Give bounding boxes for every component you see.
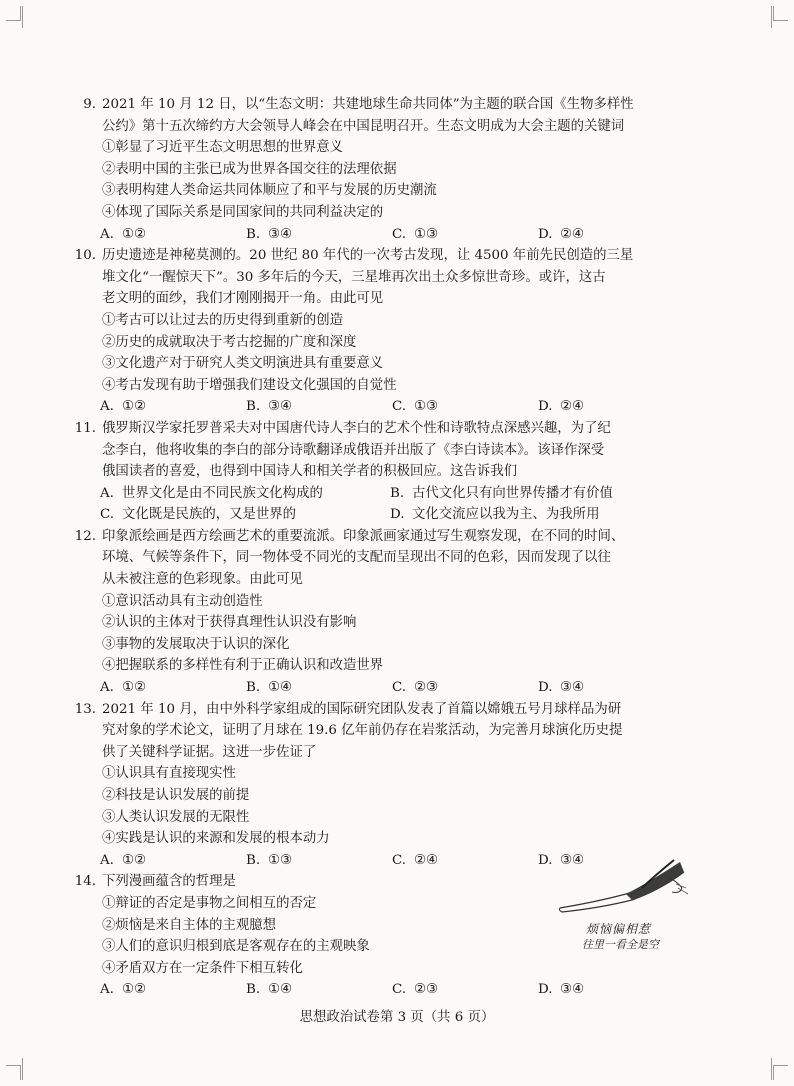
statement-item: ①考古可以让过去的历史得到重新的创造	[102, 312, 344, 328]
question-number: 11.	[74, 420, 96, 436]
option-text: ③④	[560, 680, 585, 696]
option-choice[interactable]	[390, 483, 680, 505]
question-text-line	[100, 288, 700, 310]
question-text-line	[83, 94, 700, 116]
option-choice[interactable]	[246, 677, 392, 699]
option-letter: D.	[390, 507, 405, 523]
question-number: 12.	[74, 528, 96, 544]
question-text-line	[74, 418, 700, 440]
question-text-line	[100, 116, 700, 138]
option-choice[interactable]	[538, 677, 684, 699]
option-text: ①②	[122, 226, 147, 242]
option-letter: A.	[100, 485, 114, 501]
option-letter: B.	[246, 680, 261, 696]
option-choice[interactable]	[538, 396, 684, 418]
option-choice[interactable]	[538, 979, 684, 1001]
statement-item: ②表明中国的主张已成为世界各国交往的法理依据	[102, 161, 397, 177]
crop-mark-top-left	[6, 6, 21, 21]
cartoon-illustration	[556, 858, 696, 954]
option-text: ③④	[268, 399, 293, 415]
statement-item: ③人类认识发展的无限性	[102, 809, 250, 825]
option-text: 文化既是民族的，又是世界的	[122, 507, 297, 523]
question-text: 环境、气候等条件下，同一物体受不同光的支配而呈现出不同的色彩，因而发现了以往	[102, 550, 611, 566]
option-text: ①③	[414, 226, 439, 242]
question-number: 10.	[74, 248, 96, 264]
option-text: ①④	[268, 982, 293, 998]
question-text-line	[100, 720, 700, 742]
statement-item: ②科技是认识发展的前提	[102, 788, 250, 803]
option-choice[interactable]	[392, 979, 538, 1001]
cartoon-caption-line-2: 往里一看全是空	[582, 938, 659, 951]
option-row	[100, 979, 700, 1001]
question-text: 2021 年 10 月，由中外科学家组成的国际研究团队发表了首篇以嫦娥五号月球样品为研	[102, 701, 622, 717]
question-4	[74, 699, 700, 872]
option-letter: C.	[392, 226, 407, 242]
question-text: 念李白，他将收集的李白的部分诗歌翻译成俄语并出版了《李白诗读本》。该译作深受	[102, 442, 605, 458]
crop-mark-bottom-right	[773, 1065, 788, 1080]
option-letter: D.	[538, 680, 553, 696]
option-letter: C.	[100, 507, 115, 523]
crop-mark-top-right	[773, 6, 788, 21]
option-letter: A.	[100, 680, 114, 696]
option-letter: C.	[392, 982, 407, 998]
option-text: ①③	[268, 852, 293, 868]
question-text: 从未被注意的色彩现象。由此可见	[102, 572, 303, 588]
question-text: 供了关键科学证据。这进一步佐证了	[102, 744, 317, 760]
option-text: ②③	[414, 680, 439, 696]
option-letter: C.	[392, 399, 407, 415]
crop-mark-bottom-right-line	[771, 1058, 772, 1080]
statement-item: ①认识具有直接现实性	[102, 766, 236, 782]
option-text: ①②	[122, 852, 147, 868]
question-text-line	[100, 267, 700, 289]
question-text-line	[100, 461, 700, 483]
question-text: 究对象的学术论文，证明了月球在 19.6 亿年前仍存在岩浆活动，为完善月球演化历史提	[102, 723, 623, 739]
option-text: 世界文化是由不同民族文化构成的	[122, 485, 323, 501]
option-text: ①②	[122, 399, 147, 415]
question-3	[74, 526, 700, 699]
question-number: 14.	[74, 874, 96, 890]
option-letter: B.	[246, 226, 261, 242]
statement-item: ④矛盾双方在一定条件下相互转化	[102, 960, 303, 976]
scallion-cartoon-icon	[556, 858, 696, 918]
option-choice[interactable]	[390, 504, 680, 526]
statement-item: ④把握联系的多样性有利于正确认识和改造世界	[102, 658, 384, 674]
option-choice[interactable]	[392, 224, 538, 246]
option-text: ③④	[560, 852, 585, 868]
option-choice[interactable]	[392, 396, 538, 418]
statement-item: ③事物的发展取决于认识的深化	[102, 636, 290, 652]
option-text: 古代文化只有向世界传播才有价值	[412, 485, 613, 501]
option-choice[interactable]	[246, 850, 392, 872]
statement-item: ①意识活动具有主动创造性	[102, 593, 263, 609]
option-choice[interactable]	[538, 224, 684, 246]
question-1	[74, 245, 700, 418]
option-choice[interactable]	[100, 850, 246, 872]
question-text-line	[100, 547, 700, 569]
question-text: 公约》第十五次缔约方大会领导人峰会在中国昆明召开。生态文明成为大会主题的关键词	[102, 118, 625, 134]
question-text-line	[100, 440, 700, 462]
option-letter: B.	[390, 485, 405, 501]
option-text: ①②	[122, 982, 147, 998]
statement-item: ①辩证的否定是事物之间相互的否定	[102, 895, 317, 911]
statement-item: ②烦恼是来自主体的主观臆想	[102, 917, 277, 933]
question-text: 俄罗斯汉学家托罗普采夫对中国唐代诗人李白的艺术个性和诗歌特点深感兴趣，为了纪	[102, 420, 611, 436]
question-number: 13.	[74, 701, 96, 717]
page-footer: 思想政治试卷第 3 页（共 6 页）	[299, 1010, 495, 1025]
option-letter: D.	[538, 982, 553, 998]
option-choice[interactable]	[246, 224, 392, 246]
option-letter: D.	[538, 226, 553, 242]
option-row	[100, 396, 700, 418]
option-letter: A.	[100, 852, 114, 868]
statement-item: ④实践是认识的来源和发展的根本动力	[102, 831, 330, 847]
option-letter: C.	[392, 852, 407, 868]
option-letter: D.	[538, 399, 553, 415]
question-text: 历史遗迹是神秘莫测的。20 世纪 80 年代的一次考古发现，让 4500 年前先民创造的三星	[102, 248, 634, 264]
option-choice[interactable]	[392, 850, 538, 872]
option-letter: B.	[246, 982, 261, 998]
option-text: ②④	[414, 852, 439, 868]
question-text-line	[100, 569, 700, 591]
option-choice[interactable]	[392, 677, 538, 699]
question-text: 2021 年 10 月 12 日，以“生态文明：共建地球生命共同体”为主题的联合国《生物多样性	[102, 97, 634, 112]
option-letter: B.	[246, 399, 261, 415]
option-letter: A.	[100, 226, 114, 242]
option-choice[interactable]	[100, 224, 246, 246]
question-0	[83, 94, 700, 245]
question-text: 印象派绘画是西方绘画艺术的重要流派。印象派画家通过写生观察发现，在不同的时间、	[102, 528, 625, 544]
statement-item: ①彰显了习近平生态文明思想的世界意义	[102, 140, 344, 156]
question-text: 俄国读者的喜爱，也得到中国诗人和相关学者的积极回应。这告诉我们	[102, 464, 518, 480]
statement-item: ③人们的意识归根到底是客观存在的主观映象	[102, 939, 370, 955]
option-text: ①④	[268, 680, 293, 696]
question-text: 堆文化“一醒惊天下”。30 多年后的今天，三星堆再次出土众多惊世奇珍。或许，这古	[102, 269, 606, 285]
option-text: 文化交流应以我为主、为我所用	[412, 507, 600, 523]
option-letter: A.	[100, 982, 114, 998]
option-choice[interactable]	[100, 396, 246, 418]
question-text-line	[74, 245, 700, 267]
crop-mark-bottom-left	[6, 1065, 21, 1080]
option-text: ③④	[560, 982, 585, 998]
option-choice[interactable]	[100, 483, 390, 505]
statement-item: ④考古发现有助于增强我们建设文化强国的自觉性	[102, 377, 397, 393]
question-number: 9.	[83, 97, 96, 112]
option-text: ②④	[560, 399, 585, 415]
question-text-line	[74, 526, 700, 548]
crop-mark-top-right-line	[771, 6, 772, 28]
statement-item: ②认识的主体对于获得真理性认识没有影响	[102, 615, 357, 631]
statement-item: ③文化遗产对于研究人类文明演进具有重要意义	[102, 356, 384, 372]
statement-item: ③表明构建人类命运共同体顺应了和平与发展的历史潮流	[102, 183, 437, 199]
option-row	[100, 224, 700, 246]
option-text: ③④	[268, 226, 293, 242]
option-letter: D.	[538, 852, 553, 868]
cartoon-caption-line-1: 烦恼偏相惹	[586, 922, 652, 936]
option-choice[interactable]	[246, 396, 392, 418]
question-text-line	[74, 699, 700, 721]
crop-mark-top-left-line	[22, 6, 23, 28]
option-text: ②④	[560, 226, 585, 242]
option-text: ②③	[414, 982, 439, 998]
option-text: ①③	[414, 399, 439, 415]
option-choice[interactable]	[100, 677, 246, 699]
question-2	[74, 418, 700, 526]
statement-item: ②历史的成就取决于考古挖掘的广度和深度	[102, 334, 357, 350]
option-grid	[100, 483, 700, 526]
option-letter: A.	[100, 399, 114, 415]
option-choice[interactable]	[246, 979, 392, 1001]
option-choice[interactable]	[100, 979, 246, 1001]
option-choice[interactable]	[100, 504, 390, 526]
option-row	[100, 677, 700, 699]
question-text: 下列漫画蕴含的哲理是	[102, 874, 236, 890]
crop-mark-bottom-left-line	[22, 1058, 23, 1080]
option-letter: B.	[246, 852, 261, 868]
statement-item: ④体现了国际关系是同国家间的共同利益决定的	[102, 204, 384, 220]
option-letter: C.	[392, 680, 407, 696]
option-text: ①②	[122, 680, 147, 696]
question-text: 老文明的面纱，我们才刚刚揭开一角。由此可见	[102, 291, 384, 307]
question-text-line	[100, 742, 700, 764]
